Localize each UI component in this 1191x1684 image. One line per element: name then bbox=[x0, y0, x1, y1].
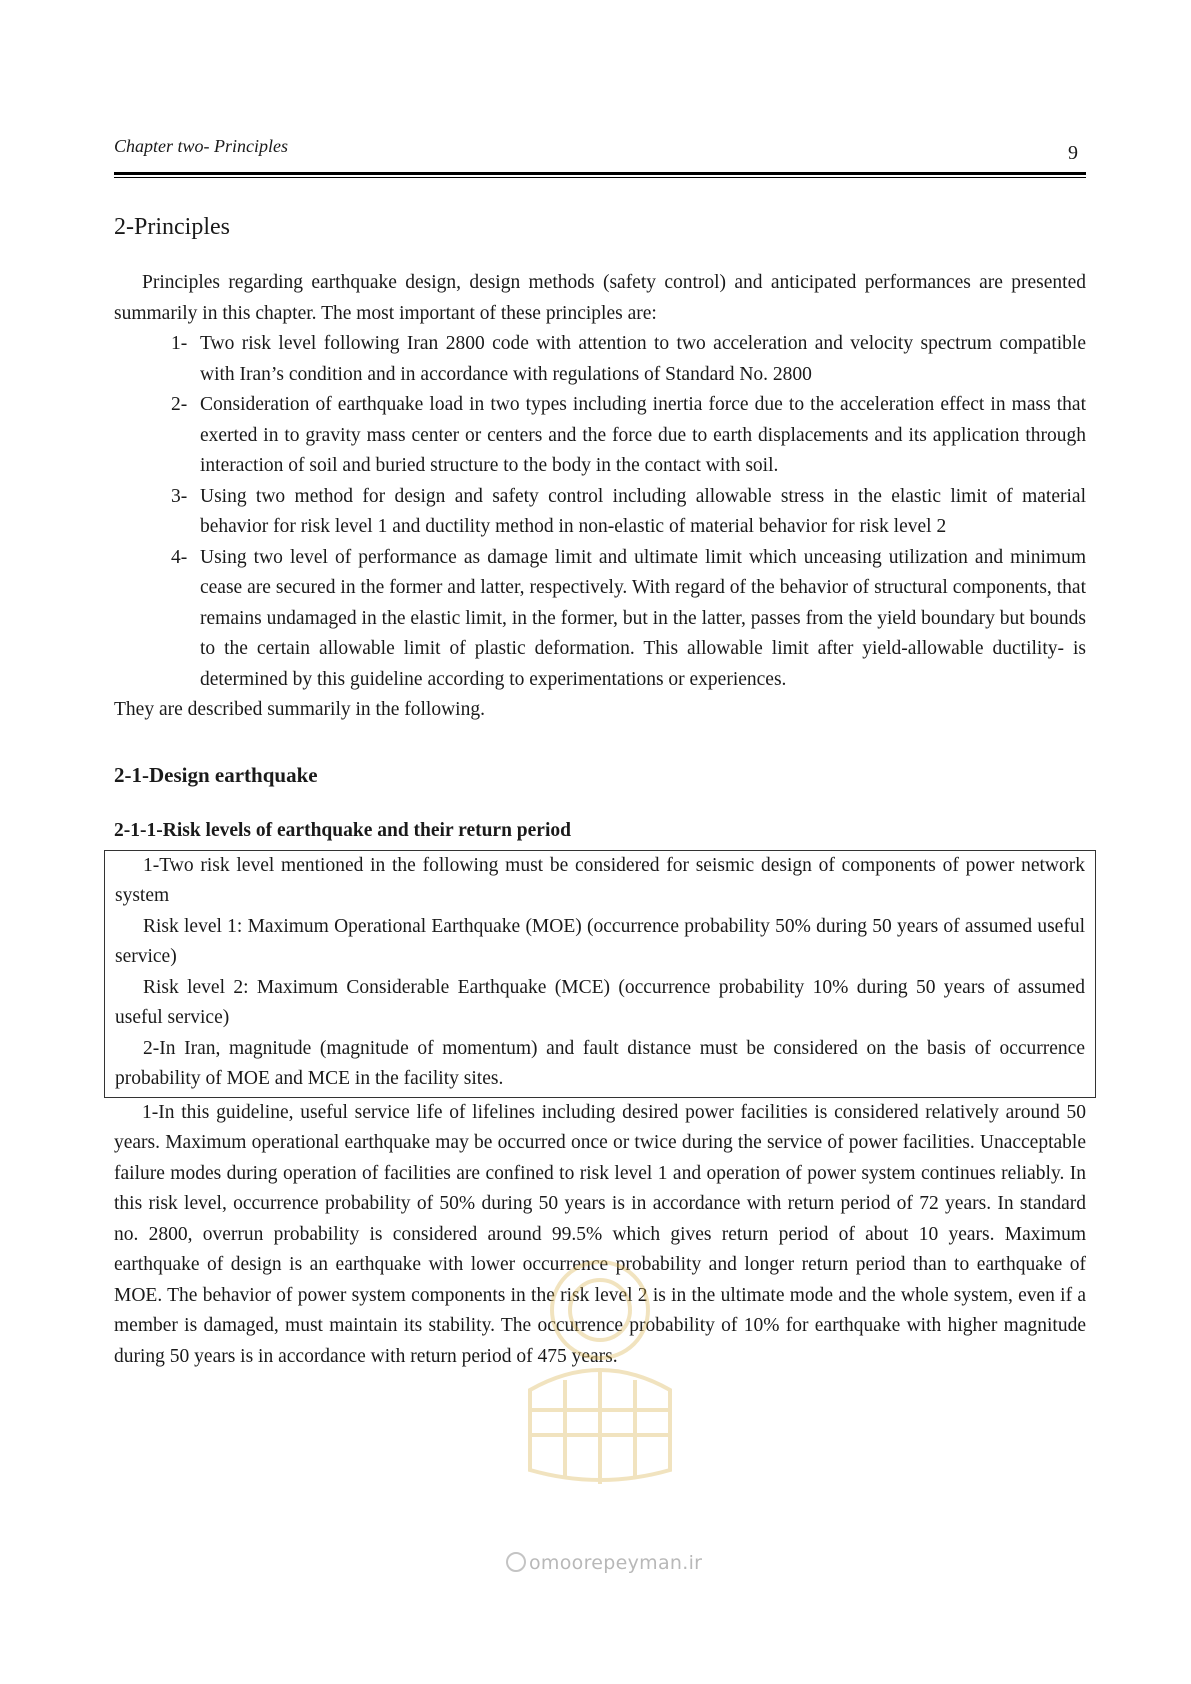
running-head bbox=[114, 136, 1086, 166]
chapter-heading: 2-Principles bbox=[114, 214, 230, 240]
list-item bbox=[114, 482, 1086, 543]
list-item-text: Consideration of earthquake load in two types including inertia force due to the acceleration effect in mass that exerted in to gravity mass center or centers and the force due to earth displacements and its application through interaction of soil and buried structure to the body in the contact with soil. bbox=[200, 394, 1086, 476]
list-number: 3- bbox=[171, 485, 188, 507]
list-item bbox=[114, 543, 1086, 696]
box-paragraph: Risk level 2: Maximum Considerable Earthquake (MCE) (occurrence probability 10% during 50 years of assumed useful service) bbox=[115, 976, 1085, 1028]
page-content bbox=[114, 212, 1086, 1372]
commentary-paragraph: 1-In this guideline, useful service life of lifelines including desired power facilities is considered relatively around 50 years. Maximum operational earthquake may be occurred once or twice during the service of power facilities. Unacceptable failure modes during operation of facilities are confined to risk level 1 and operation of power system continues reliably. In this risk level, occurrence probability of 50% during 50 years is in accordance with return period of 72 years. In standard no. 2800, overrun probability is considered around 99.5% which gives return period of about 10 years. Maximum earthquake of design is an earthquake with lower occurrence probability and longer return period than to earthquake of MOE. The behavior of power system components in the risk level 2 is in the ultimate mode and the whole system, even if a member is damaged, must maintain its stability. The occurrence probability of 10% for earthquake with higher magnitude during 50 years is in accordance with return period of 475 years. bbox=[114, 1101, 1086, 1367]
globe-icon bbox=[506, 1552, 526, 1572]
box-paragraph: Risk level 1: Maximum Operational Earthquake (MOE) (occurrence probability 50% during 50 years of assumed useful service) bbox=[115, 915, 1085, 967]
section-heading: 2-1-Design earthquake bbox=[114, 762, 318, 787]
principles-list bbox=[114, 329, 1086, 695]
list-item-text: Using two method for design and safety control including allowable stress in the elastic limit of material behavior for risk level 1 and ductility method in non-elastic of material behavior for risk level 2 bbox=[200, 485, 1086, 537]
list-number: 1- bbox=[171, 333, 188, 354]
list-number: 2- bbox=[171, 394, 188, 415]
box-paragraph: 1-Two risk level mentioned in the following must be considered for seismic design of components of power network system bbox=[115, 854, 1085, 906]
box-paragraph: 2-In Iran, magnitude (magnitude of momentum) and fault distance must be considered on the basis of occurrence probability of MOE and MCE in the facility sites. bbox=[115, 1037, 1085, 1089]
page-number: 9 bbox=[1068, 142, 1078, 164]
header-rule-thin bbox=[114, 177, 1086, 178]
watermark-label: omoorepeyman.ir bbox=[529, 1552, 703, 1574]
subsection-heading: 2-1-1-Risk levels of earthquake and their return period bbox=[114, 819, 571, 841]
list-item bbox=[114, 329, 1086, 390]
list-item-text: Using two level of performance as damage limit and ultimate limit which unceasing utilization and minimum cease are secured in the former and latter, respectively. With regard of the behavior of structural components, that remains undamaged in the elastic limit, in the former, but in the latter, passes from the yield boundary but bounds to the certain allowable limit of plastic deformation. This allowable limit after yield-allowable ductility- is determined by this guideline according to experimentations or experiences. bbox=[200, 546, 1086, 690]
header-rule-thick bbox=[114, 172, 1086, 175]
running-title: Chapter two- Principles bbox=[114, 136, 288, 156]
regulation-box bbox=[104, 850, 1096, 1098]
list-number: 4- bbox=[171, 546, 188, 568]
list-item bbox=[114, 390, 1086, 482]
watermark-text bbox=[506, 1552, 702, 1574]
closing-paragraph: They are described summarily in the following. bbox=[114, 699, 485, 720]
intro-paragraph: Principles regarding earthquake design, design methods (safety control) and anticipated performances are presented summarily in this chapter. The most important of these principles are: bbox=[114, 272, 1086, 324]
list-item-text: Two risk level following Iran 2800 code with attention to two acceleration and velocity spectrum compatible with Iran’s condition and in accordance with regulations of Standard No. 2800 bbox=[200, 333, 1086, 385]
